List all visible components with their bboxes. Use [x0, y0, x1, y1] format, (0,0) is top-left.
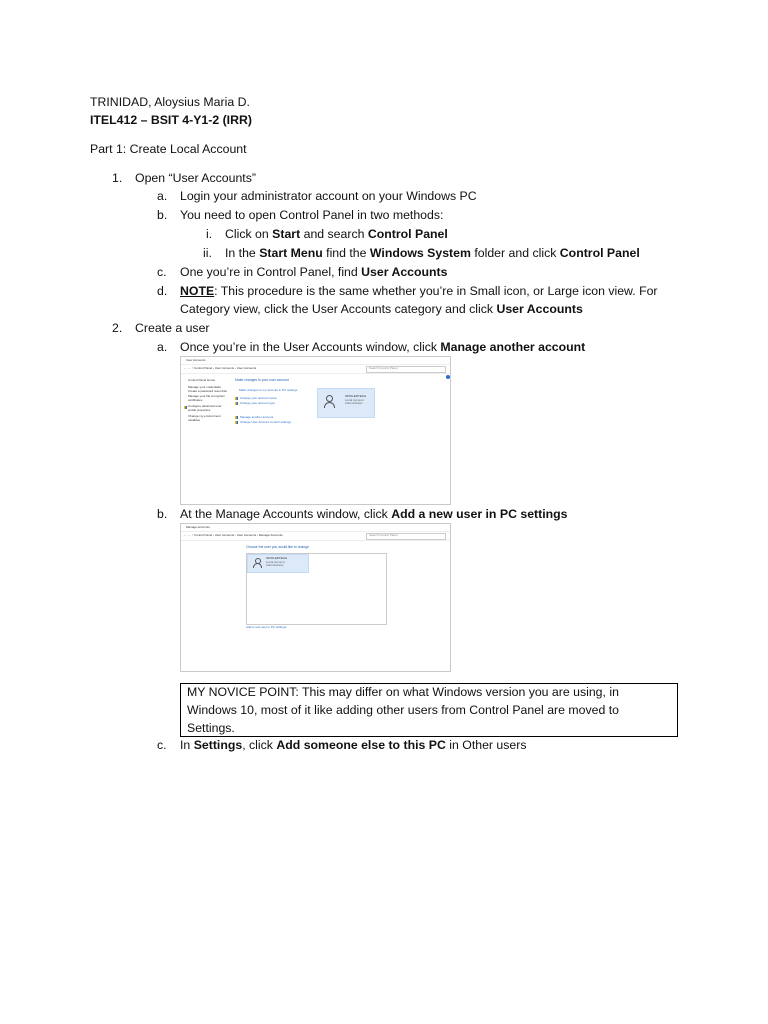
- user-avatar-icon: [326, 395, 333, 402]
- note-line: Windows 10, most of it like adding other users from Control Panel are moved to: [187, 703, 619, 717]
- breadcrumb: ← → ↑ Control Panel › User Accounts › User Accounts: [184, 366, 257, 370]
- sidebar-item: Change my environment: [188, 414, 221, 418]
- step-2c-text: In Settings, click Add someone else to this PC in Other users: [180, 738, 527, 752]
- manage-another-account-link: Manage another account: [240, 415, 274, 419]
- step-1c-text: One you’re in Control Panel, find User Accounts: [180, 265, 448, 279]
- breadcrumb: ← → ↑ Control Panel › User Accounts › User Accounts › Manage Accounts: [184, 533, 283, 537]
- link: Change User Account Control settings: [240, 420, 291, 424]
- user-avatar-body: [253, 563, 262, 568]
- shield-icon: [235, 416, 238, 419]
- sidebar-item: Create a password reset disk: [188, 389, 227, 393]
- sidebar-home: Control Panel Home: [188, 378, 216, 382]
- sidebar-item: Manage your credentials: [188, 385, 221, 389]
- manage-accounts-screenshot: [180, 523, 451, 672]
- account-role: Administrator: [345, 401, 363, 405]
- account-type: Local Account: [266, 560, 285, 564]
- step-2c-label: c.: [157, 738, 167, 752]
- list-number-2: 2.: [112, 321, 123, 335]
- sidebar-item: profile properties: [188, 408, 211, 412]
- step-1a-text: Login your administrator account on your Windows PC: [180, 189, 477, 203]
- note-line: Settings.: [187, 721, 235, 735]
- help-icon: [446, 375, 450, 379]
- sidebar-item: certificates: [188, 398, 203, 402]
- shield-icon: [184, 406, 187, 409]
- step-2-title: Create a user: [135, 321, 210, 335]
- account-role: Administrator: [266, 563, 284, 567]
- step-1c-label: c.: [157, 265, 167, 279]
- step-1b-i-label: i.: [206, 227, 213, 241]
- sidebar-item: variables: [188, 418, 201, 422]
- window-title: Manage Accounts: [186, 525, 210, 529]
- step-1d-label: d.: [157, 284, 168, 298]
- step-2a-text: Once you’re in the User Accounts window, click Manage another account: [180, 340, 586, 354]
- sidebar-item: Manage your file encryption: [188, 394, 225, 398]
- panel-heading: Choose the user you would like to change: [246, 545, 309, 549]
- link: Change your account type: [240, 401, 276, 405]
- step-1b-i-text: Click on Start and search Control Panel: [225, 227, 448, 241]
- course-code: ITEL412 – BSIT 4-Y1-2 (IRR): [90, 113, 252, 127]
- account-type: Local Account: [345, 398, 364, 402]
- account-name: SPOILEDTECH: [345, 394, 367, 398]
- step-2b-label: b.: [157, 507, 168, 521]
- search-placeholder: Search Control Panel: [369, 533, 398, 537]
- step-1d-text: NOTE: This procedure is the same whether you’re in Small icon, or Large icon view. For: [180, 284, 658, 298]
- novice-point-note: [180, 683, 678, 737]
- author-name: TRINIDAD, Aloysius Maria D.: [90, 95, 250, 109]
- shield-icon: [235, 397, 238, 400]
- part-title: Part 1: Create Local Account: [90, 142, 247, 156]
- add-new-user-link: Add a new user in PC settings: [246, 625, 287, 629]
- list-number-1: 1.: [112, 171, 123, 185]
- shield-icon: [235, 402, 238, 405]
- search-placeholder: Search Control Panel: [369, 366, 398, 370]
- user-accounts-screenshot: [180, 356, 451, 505]
- shield-icon: [235, 421, 238, 424]
- sidebar-item: Configure advanced user: [188, 404, 222, 408]
- step-2b-text: At the Manage Accounts window, click Add a new user in PC settings: [180, 507, 568, 521]
- panel-heading: Make changes to your user account: [235, 378, 289, 382]
- window-title: User Accounts: [186, 358, 206, 362]
- step-1b-ii-label: ii.: [203, 246, 212, 260]
- user-avatar-body: [324, 402, 335, 408]
- step-1d-text-cont: Category view, click the User Accounts category and click User Accounts: [180, 302, 583, 316]
- step-1b-text: You need to open Control Panel in two methods:: [180, 208, 444, 222]
- step-2a-label: a.: [157, 340, 168, 354]
- link: Change your account name: [240, 396, 277, 400]
- step-1b-label: b.: [157, 208, 168, 222]
- step-1-title: Open “User Accounts”: [135, 171, 256, 185]
- account-name: SPOILEDTECH: [266, 556, 288, 560]
- link: Make changes to my account in PC settings: [239, 388, 298, 392]
- step-1b-ii-text: In the Start Menu find the Windows System folder and click Control Panel: [225, 246, 640, 260]
- step-1a-label: a.: [157, 189, 168, 203]
- note-line: MY NOVICE POINT: This may differ on what Windows version you are using, in: [187, 685, 619, 699]
